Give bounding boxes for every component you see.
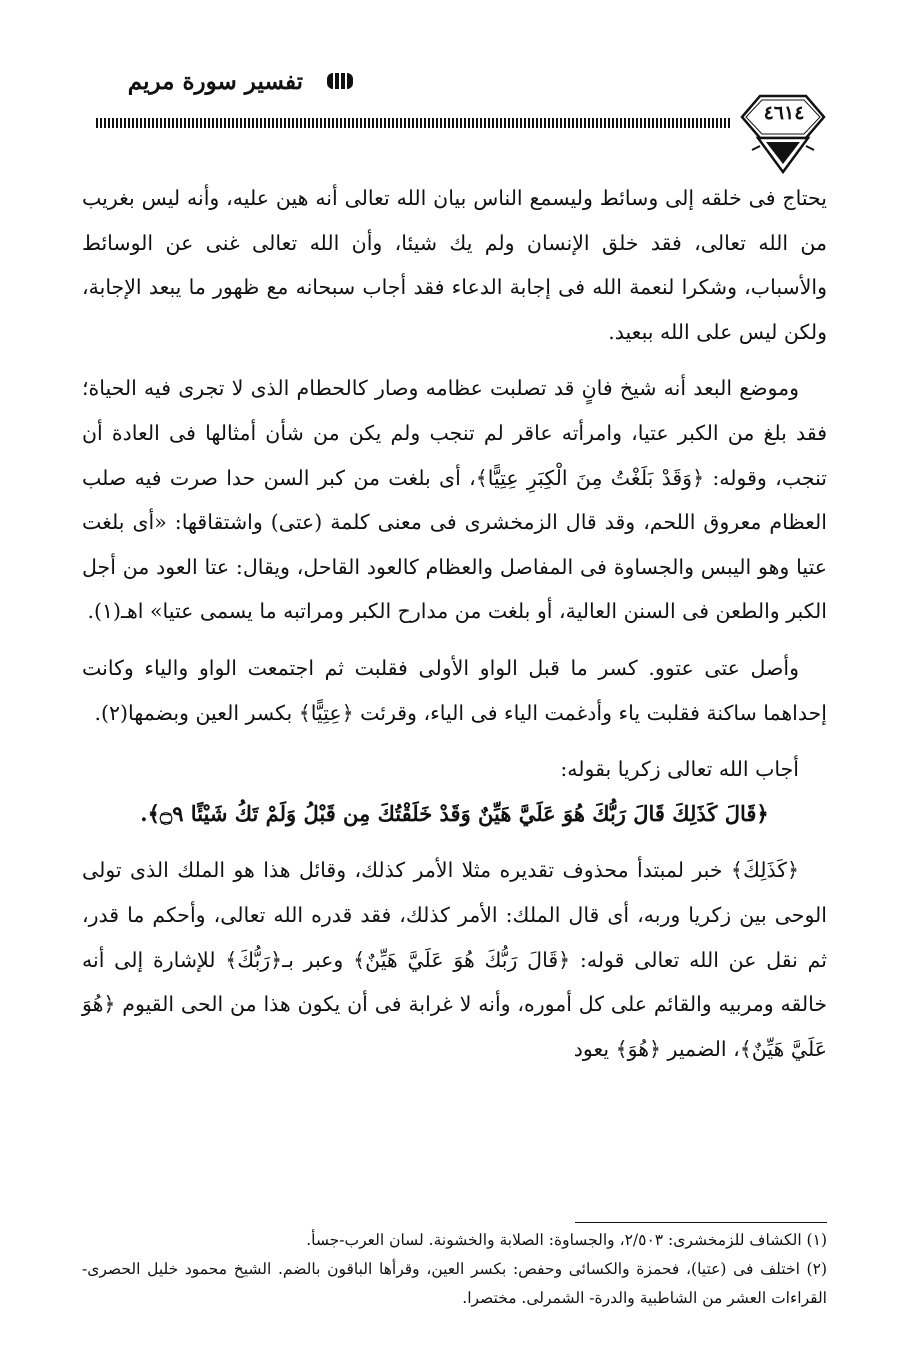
paragraph-1: يحتاج فى خلقه إلى وسائط وليسمع الناس بيان الله تعالى أنه هين عليه، وأنه ليس بغريب من الله تعالى، فقد خلق الإنسان ولم يك شيئا، وأن الله تعالى غنى عن الوسائط والأسباب، وشكرا لنعمة الله فى إجابة الدعاء فقد أجاب سبحانه مع ظهور ما يبعد الإجابة، ولكن ليس على الله ببعيد. <box>82 186 827 344</box>
footnote-2: (٢) اختلف فى (عتيا)، فحمزة والكسائى وحفص: بكسر العين، وقرأها الباقون بالضم. الشيخ محمود خليل الحصرى- القراءات العشر من الشاطبية والدرة- الشمرلى. مختصرا. <box>82 1260 827 1307</box>
paragraph-5: ﴿كَذَلِكَ﴾ خبر لمبتدأ محذوف تقديره مثلا الأمر كذلك، وقائل هذا هو الملك الذى تولى الوحى بين زكريا وربه، أى قال الملك: الأمر كذلك، فقد قدره الله تعالى، وأحكم ما قدر، ثم نقل عن الله تعالى قوله: ﴿قَالَ رَبُّكَ هُوَ عَلَيَّ هَيِّنٌ﴾ وعبر بـ﴿رَبُّكَ﴾ للإشارة إلى أنه خالقه ومربيه والقائم على كل أموره، وأنه لا غرابة فى أن يكون هذا من الحى القيوم ﴿هُوَ عَلَيَّ هَيِّنٌ﴾، الضمير ﴿هُوَ﴾ يعود <box>82 858 827 1061</box>
footnotes <box>82 1226 827 1313</box>
header-rule <box>96 118 730 128</box>
quran-verse: ﴿قَالَ كَذَلِكَ قَالَ رَبُّكَ هُوَ عَلَيَّ هَيِّنٌ وَقَدْ خَلَقْتُكَ مِن قَبْلُ وَلَمْ تَكُ شَيْئًا ۝٩﴾. <box>140 800 769 826</box>
page-number: ٤٦١٤ <box>763 102 805 124</box>
running-title: تفسير سورة مريم <box>127 68 303 95</box>
paragraph-2: وموضع البعد أنه شيخ فانٍ قد تصلبت عظامه وصار كالحطام الذى لا تجرى فيه الحياة؛ فقد بلغ من الكبر عتيا، وامرأته عاقر لم تنجب ولم يكن من شأن أمثالها فى العادة أن تنجب، وقوله: ﴿وَقَدْ بَلَغْتُ مِنَ الْكِبَرِ عِتِيًّا﴾، أى بلغت من كبر السن حدا صرت فيه صلب العظام معروق اللحم، وقد قال الزمخشرى فى معنى كلمة (عتى) واشتقاقها: «أى بلغت عتيا وهو اليبس والجساوة فى المفاصل والعظام كالعود القاحل، ويقال: عتا العود من أجل الكبر والطعن فى السنن العالية، أو بلغت من مدارح الكبر ومراتبه ما يسمى عتيا» اهـ(١). <box>82 376 827 624</box>
main-text <box>82 176 827 1071</box>
footnote-1: (١) الكشاف للزمخشرى: ٢/٥٠٣، والجساوة: الصلابة والخشونة. لسان العرب-جسأ. <box>306 1231 827 1249</box>
ornament-icon <box>325 70 355 92</box>
paragraph-3: وأصل عتى عتوو. كسر ما قبل الواو الأولى فقلبت ثم اجتمعت الواو والياء وكانت إحداهما ساكنة فقلبت ياء وأدغمت الياء فى الياء، وقرئت ﴿عِتِيًّا﴾ بكسر العين وبضمها(٢). <box>82 655 827 725</box>
footnote-rule <box>575 1222 827 1223</box>
paragraph-4: أجاب الله تعالى زكريا بقوله: <box>560 757 799 782</box>
page-header <box>0 0 908 190</box>
